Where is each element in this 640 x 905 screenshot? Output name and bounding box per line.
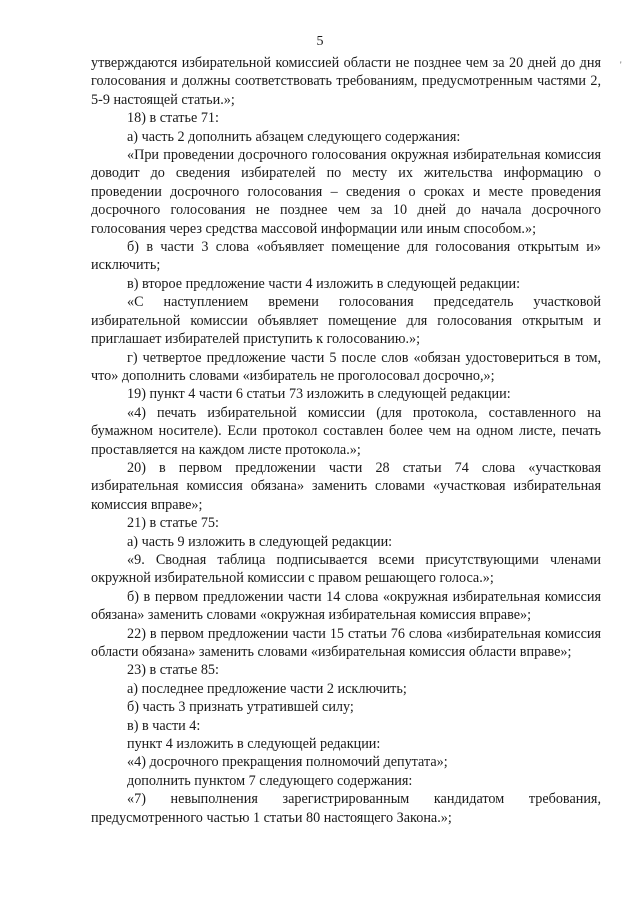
margin-mark: ': [620, 60, 622, 70]
paragraph: утверждаются избирательной комиссией области не позднее чем за 20 дней до дня голосования и должны соответствовать требованиям, предусмотренным частями 2, 5-9 настоящей статьи.»;: [91, 55, 601, 108]
paragraph: 23) в статье 85:: [127, 662, 219, 679]
paragraph: «4) досрочного прекращения полномочий депутата»;: [127, 754, 448, 771]
paragraph: «9. Сводная таблица подписывается всеми присутствующими членами окружной избирательной комиссии с правом решающего голоса.»;: [91, 551, 601, 587]
paragraph: б) часть 3 признать утратившей силу;: [127, 699, 354, 716]
paragraph: дополнить пунктом 7 следующего содержания:: [127, 772, 413, 789]
paragraph: в) в части 4:: [127, 717, 201, 734]
paragraph: 18) в статье 71:: [127, 110, 219, 127]
page-number: 5: [316, 34, 324, 49]
paragraph: б) в части 3 слова «объявляет помещение для голосования открытым и» исключить;: [91, 239, 601, 274]
paragraph: пункт 4 изложить в следующей редакции:: [127, 736, 381, 753]
paragraph: «С наступлением времени голосования председатель участковой избирательной комиссии объявляет помещение для голосования открытым и приглашает избирателей приступить к голосованию.»;: [91, 294, 601, 348]
paragraph: б) в первом предложении части 14 слова «окружная избирательная комиссия обязана» заменить словами «окружная избирательная комиссия вправе»;: [91, 588, 601, 624]
paragraph: 21) в статье 75:: [127, 515, 219, 532]
paragraph: «7) невыполнения зарегистрированным кандидатом требования, предусмотренного частью 1 статьи 80 настоящего Закона.»;: [91, 791, 601, 826]
paragraph: г) четвертое предложение части 5 после слов «обязан удостовериться в том, что» дополнить словами «избиратель не проголосовал досрочно,»;: [91, 349, 601, 384]
paragraph: а) часть 2 дополнить абзацем следующего содержания:: [127, 128, 461, 145]
paragraph: 20) в первом предложении части 28 статьи 74 слова «участковая избирательная комиссия обязана» заменить словами «участковая избирательная комиссия вправе»;: [91, 459, 601, 513]
paragraph: «4) печать избирательной комиссии (для протокола, составленного на бумажном носителе). Если протокол составлен более чем на одном листе, печать проставляется на каждом листе протокола.»;: [91, 404, 601, 458]
paragraph: а) последнее предложение части 2 исключить;: [127, 680, 407, 697]
paragraph: а) часть 9 изложить в следующей редакции:: [127, 533, 393, 550]
paragraph: 22) в первом предложении части 15 статьи 76 слова «избирательная комиссия области обязана» заменить словами «избирательная комиссия области вправе»;: [91, 625, 601, 660]
paragraph: «При проведении досрочного голосования окружная избирательная комиссия доводит до сведения избирателей по месту их жительства информацию о проведении досрочного голосования – сведения о сроках и месте проведения досрочного голосования не позднее чем за 10 дней до начала досрочного голосования через средства массовой информации или иным способом.»;: [91, 147, 601, 237]
document-body: [91, 54, 601, 827]
paragraph: 19) пункт 4 части 6 статьи 73 изложить в следующей редакции:: [127, 386, 511, 403]
paragraph: в) второе предложение части 4 изложить в следующей редакции:: [127, 275, 521, 292]
